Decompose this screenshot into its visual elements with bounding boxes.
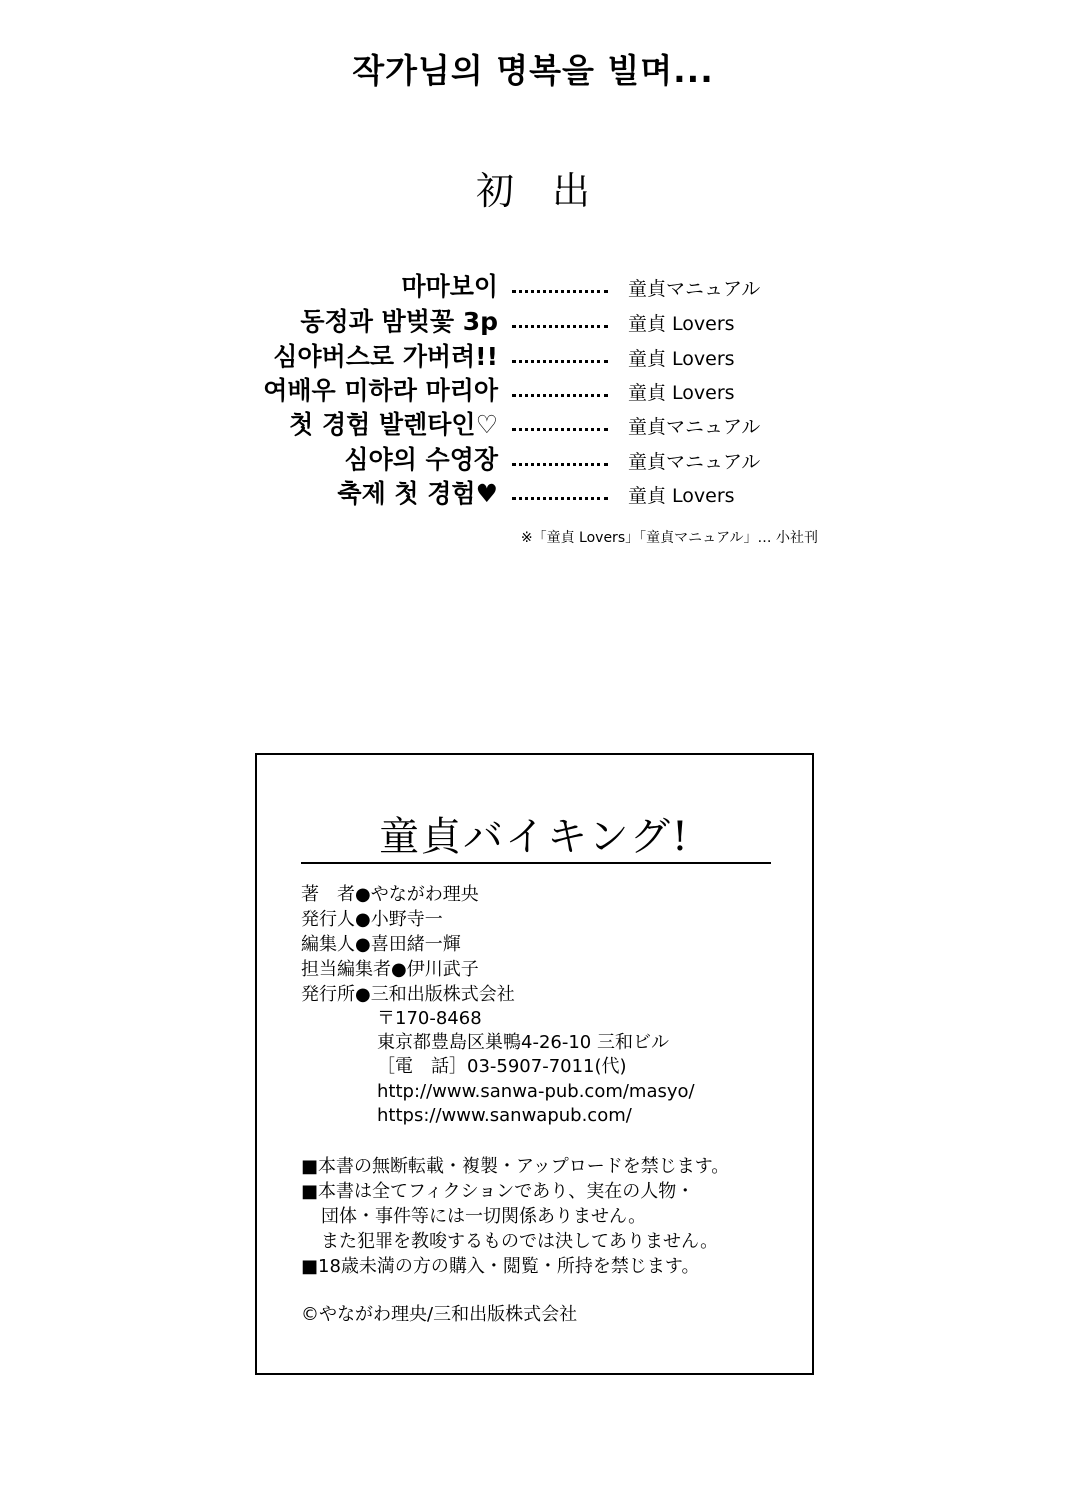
- list-item: [0, 477, 1066, 511]
- story-source: 童貞 Lovers: [628, 313, 735, 335]
- story-title: 마마보이: [401, 272, 498, 301]
- dot-leader: [512, 348, 608, 363]
- address: 東京都豊島区巣鴨4-26-10 三和ビル: [377, 1032, 669, 1053]
- list-item: [0, 340, 1066, 374]
- story-title: 첫 경험 발렌타인♡: [289, 410, 498, 439]
- memorial-note: 작가님의 명복을 빌며...: [352, 51, 714, 90]
- story-title: 축제 첫 경험♥: [337, 479, 498, 508]
- copyright: ©やながわ理央/三和出版株式会社: [301, 1304, 578, 1325]
- list-item: [0, 270, 1066, 304]
- dot-leader: [512, 416, 608, 431]
- notice-line: ■本書の無断転載・複製・アップロードを禁じます。: [301, 1156, 730, 1177]
- dot-leader: [512, 278, 608, 293]
- editor-line: 編集人●喜田緒一輝: [301, 934, 461, 955]
- title-divider: [301, 862, 771, 864]
- story-title: 심야의 수영장: [344, 445, 498, 474]
- list-item: [0, 408, 1066, 442]
- dot-leader: [512, 451, 608, 466]
- notice-line: 団体・事件等には一切関係ありません。: [321, 1206, 647, 1227]
- publisher-footnote: ※「童貞 Lovers」「童貞マニュアル」… 小社刊: [520, 530, 818, 546]
- notice-line: また犯罪を教唆するものでは決してありません。: [321, 1231, 719, 1252]
- story-source: 童貞 Lovers: [628, 485, 735, 507]
- publishing-house-line: 発行所●三和出版株式会社: [301, 984, 515, 1005]
- first-appearance-heading: 初出: [475, 169, 628, 213]
- notice-line: ■本書は全てフィクションであり、実在の人物・: [301, 1181, 695, 1202]
- list-item: [0, 374, 1066, 408]
- dot-leader: [512, 485, 608, 500]
- list-item: [0, 305, 1066, 339]
- url-link[interactable]: https://www.sanwapub.com/: [377, 1105, 632, 1126]
- url-link[interactable]: http://www.sanwa-pub.com/masyo/: [377, 1081, 695, 1102]
- editor-in-charge-line: 担当編集者●伊川武子: [301, 959, 479, 980]
- publisher-person-line: 発行人●小野寺一: [301, 909, 443, 930]
- list-item: [0, 443, 1066, 477]
- story-title: 동정과 밤벚꽃 3p: [300, 307, 498, 336]
- phone: ［電 話］03-5907-7011(代): [377, 1056, 627, 1077]
- dot-leader: [512, 313, 608, 328]
- notice-line: ■18歳未満の方の購入・閲覧・所持を禁じます。: [301, 1256, 700, 1277]
- story-source: 童貞 Lovers: [628, 348, 735, 370]
- dot-leader: [512, 382, 608, 397]
- story-source: 童貞 Lovers: [628, 382, 735, 404]
- story-title: 심야버스로 가버려!!: [273, 342, 498, 371]
- colophon-box: [255, 753, 814, 1375]
- story-source: 童貞マニュアル: [628, 451, 761, 473]
- story-source: 童貞マニュアル: [628, 278, 761, 300]
- story-source: 童貞マニュアル: [628, 416, 761, 438]
- story-title: 여배우 미하라 마리아: [263, 376, 498, 405]
- book-title: 童貞バイキング!: [379, 814, 690, 860]
- author-line: 著 者●やながわ理央: [301, 884, 479, 905]
- postal-code: 〒170-8468: [377, 1008, 482, 1029]
